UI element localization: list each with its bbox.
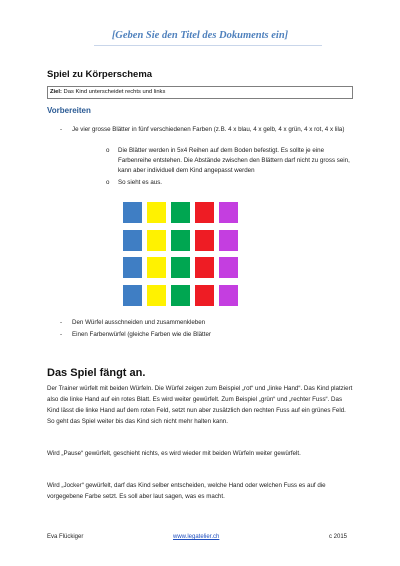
title-divider [94,45,322,46]
color-sheet-grid-illustration [123,202,239,306]
color-sheet-square [171,230,190,251]
color-sheet-square [147,202,166,223]
dash-bullet-icon: - [60,126,63,133]
subheading-vorbereiten: Vorbereiten [47,106,91,115]
color-sheet-square [195,285,214,306]
color-sheet-square [219,202,238,223]
paragraph-jocker: Wird „Jocker“ gewürfelt, darf das Kind selber entscheiden, welche Hand oder welchen Fuss es auf die vorgegebene Farbe setzt. Es soll aber laut sagen, was es macht. [47,482,326,500]
color-sheet-square [219,230,238,251]
list-item-farbenwuerfel [60,330,354,340]
color-sheet-square [171,257,190,278]
footer-copyright: c 2015 [329,534,348,540]
color-sheet-square [219,285,238,306]
color-sheet-square [195,257,214,278]
section-heading-spiel: Das Spiel fängt an. [47,367,146,379]
color-sheet-square [195,202,214,223]
goal-label: Ziel: [50,89,62,95]
list-subitem-aussehen [106,178,354,188]
color-sheet-square [171,202,190,223]
list-item-text: Je vier grosse Blätter in fünf verschiedenen Farben (z.B. 4 x blau, 4 x gelb, 4 x grün, 4 x rot, 4 x lila) [72,126,345,133]
paragraph-pause: Wird „Pause“ gewürfelt, geschieht nichts, es wird wieder mit beiden Würfeln weiter gewürfelt. [47,450,301,457]
color-sheet-square [195,230,214,251]
paragraph-spielablauf: Der Trainer würfelt mit beiden Würfeln. Die Würfel zeigen zum Beispiel „rot“ und „linke Hand“. Das Kind platziert also die linke Hand auf ein rotes Blatt. Es wird weiter gewürfelt. Zum Beispiel „grün“ und „rechter Fuss“. Das Kind lässt die linke Hand auf dem roten Feld, setzt nun aber zusätzlich den rechten Fuss auf ein grünes Feld. So geht das Spiel weiter bis das Kind sich nicht mehr halten kann. [47,385,353,425]
list-item-text: Den Würfel ausschneiden und zusammenkleben [72,319,206,326]
document-title: [Geben Sie den Titel des Dokuments ein] [111,30,289,41]
section-heading-koerperschema: Spiel zu Körperschema [47,69,153,80]
footer-author: Eva Flückiger [47,534,84,540]
list-item-wuerfel-ausschneiden [60,318,354,328]
list-item-text: Einen Farbenwürfel (gleiche Farben wie die Blätter [72,331,211,338]
color-sheet-square [147,230,166,251]
color-sheet-square [123,285,142,306]
circle-bullet-icon: o [106,179,110,186]
footer-website-link[interactable]: www.legatelier.ch [173,534,220,540]
color-sheet-square [219,257,238,278]
goal-text: Das Kind unterscheidet rechts und links [61,89,166,95]
color-sheet-square [123,202,142,223]
circle-bullet-icon: o [106,147,110,154]
goal-box [47,86,353,99]
dash-bullet-icon: - [60,319,63,326]
list-subitem-text: So sieht es aus. [118,179,163,186]
list-item-blaetter [60,125,354,135]
color-sheet-square [171,285,190,306]
color-sheet-square [147,257,166,278]
dash-bullet-icon: - [60,331,63,338]
list-subitem-text: Die Blätter werden in 5x4 Reihen auf dem Boden befestigt. Es sollte je eine Farbenreihe entstehen. Die Abstände zwischen den Blättern darf nicht zu gross sein, kann aber individuell dem Kind angepasst werden [118,147,350,174]
color-sheet-square [123,230,142,251]
color-sheet-square [147,285,166,306]
list-subitem-reihen [106,146,354,176]
color-sheet-square [123,257,142,278]
